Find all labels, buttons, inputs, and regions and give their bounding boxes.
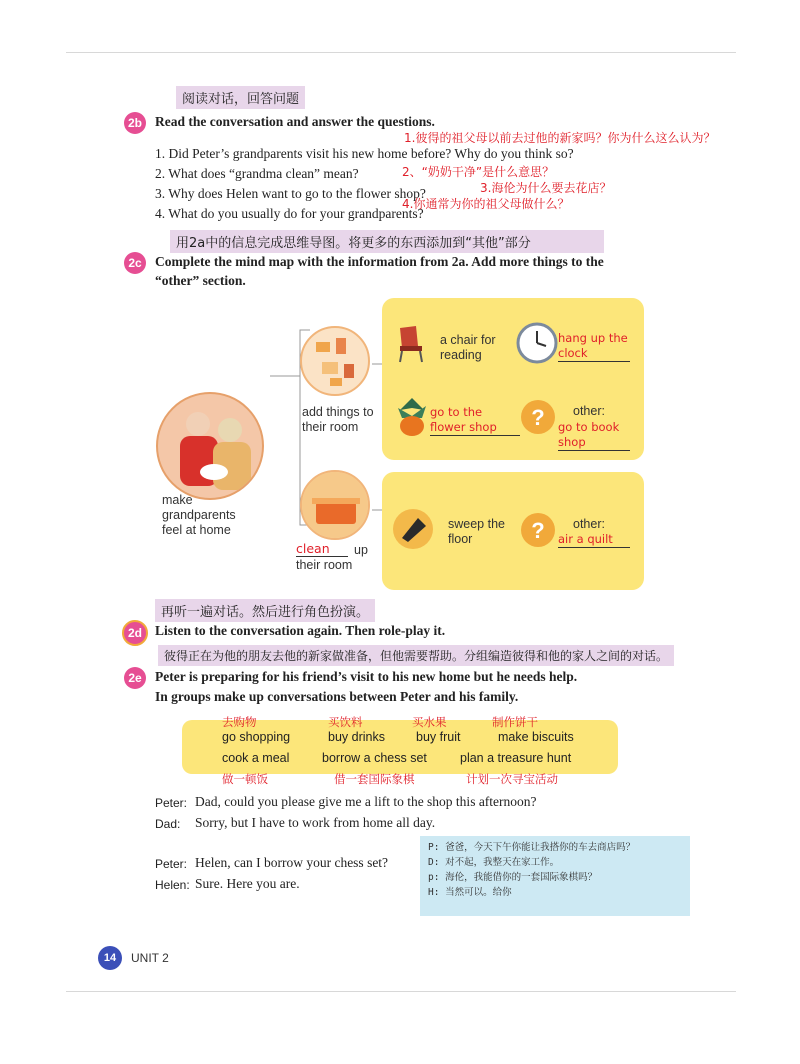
svg-text:?: ? xyxy=(531,518,545,543)
phrase-borrow-chess: borrow a chess set xyxy=(322,751,427,765)
line-helen: Sure. Here you are. xyxy=(195,876,300,891)
s2d-cn-title: 再听一遍对话。然后进行角色扮演。 xyxy=(155,599,375,622)
question-icon-2 xyxy=(520,512,556,553)
phrase-go-shopping: go shopping xyxy=(222,730,291,744)
phrase-cn-4: 制作饼干 xyxy=(492,715,538,729)
chair-icon xyxy=(392,324,426,369)
s2e-instruction-1: Peter is preparing for his friend’s visit to his new home but he needs help. xyxy=(155,669,578,684)
chair-label: a chair for reading xyxy=(440,333,496,362)
s2c-cn-title: 用2a中的信息完成思维导图。将更多的东西添加到“其他”部分 xyxy=(170,230,604,253)
translation-note xyxy=(420,836,690,916)
clock-icon xyxy=(516,322,558,369)
s2b-question-1: 1. Did Peter’s grandparents visit his new home before? Why do you think so? xyxy=(155,146,574,161)
mindmap-branch1-label: add things to their room xyxy=(302,405,374,434)
other1-label: other: xyxy=(573,404,605,418)
plant-icon xyxy=(392,394,432,443)
phrase-cn-2: 买饮料 xyxy=(328,715,363,729)
other2-answer: air a quilt xyxy=(558,532,630,548)
phrase-buy-fruit: buy fruit xyxy=(416,730,461,744)
phrase-cn-3: 买水果 xyxy=(412,715,447,729)
s2d-badge: 2d xyxy=(122,620,148,646)
clean-answer: clean xyxy=(296,541,348,557)
phrase-cn-6: 借一套国际象棋 xyxy=(334,772,415,786)
page-number-badge: 14 xyxy=(98,946,122,970)
other1-answer: go to book shop xyxy=(558,420,630,451)
phrase-make-biscuits: make biscuits xyxy=(498,730,574,744)
note-line-4: H: 当然可以。给你 xyxy=(428,887,512,898)
phrase-cook-a-meal: cook a meal xyxy=(222,751,290,765)
line-peter-1: Dad, could you please give me a lift to the shop this afternoon? xyxy=(195,794,537,809)
note-line-1: P: 爸爸，今天下午你能让我搭你的车去商店吗？ xyxy=(428,842,636,853)
line-peter-2: Helen, can I borrow your chess set? xyxy=(195,855,389,870)
s2b-question-4: 4. What do you usually do for your grandparents? xyxy=(155,206,424,221)
line-dad: Sorry, but I have to work from home all day. xyxy=(195,815,436,830)
flower-answer: go to the flower shop xyxy=(430,405,520,436)
unit-label: UNIT 2 xyxy=(131,951,169,965)
phrase-buy-drinks: buy drinks xyxy=(328,730,385,744)
s2b-annotation-3: 3.海伦为什么要去花店？ xyxy=(480,181,612,195)
s2b-annotation-4: 4.你通常为你的祖父母做什么？ xyxy=(402,197,570,211)
s2b-question-3: 3. Why does Helen want to go to the flower shop? xyxy=(155,186,426,201)
s2c-badge: 2c xyxy=(124,252,146,274)
speaker-dad: Dad: xyxy=(155,817,181,831)
clock-answer: hang up the clock xyxy=(558,331,630,362)
other2-label: other: xyxy=(573,517,605,531)
bedroom-image xyxy=(300,470,370,540)
room-items-image xyxy=(300,326,370,396)
s2c-instruction-1: Complete the mind map with the information from 2a. Add more things to the xyxy=(155,254,604,269)
sweep-label: sweep the floor xyxy=(448,517,505,546)
s2d-instruction: Listen to the conversation again. Then role-play it. xyxy=(155,623,446,638)
s2b-question-2: 2. What does “grandma clean” mean? xyxy=(155,166,359,181)
s2b-cn-title: 阅读对话，回答问题 xyxy=(176,86,305,109)
mindmap-root-label: make grandparents feel at home xyxy=(162,493,236,537)
s2e-badge: 2e xyxy=(124,667,146,689)
s2e-cn-title: 彼得正在为他的朋友去他的新家做准备，但他需要帮助。分组编造彼得和他的家人之间的对话。 xyxy=(158,645,674,666)
svg-text:?: ? xyxy=(531,405,545,430)
phrase-cn-7: 计划一次寻宝活动 xyxy=(466,772,558,786)
note-line-3: p: 海伦，我能借你的一套国际象棋吗？ xyxy=(428,872,598,883)
s2b-annotation-1: 1.彼得的祖父母以前去过他的新家吗？你为什么这么认为？ xyxy=(404,131,716,145)
s2b-badge: 2b xyxy=(124,112,146,134)
phrase-cn-5: 做一顿饭 xyxy=(222,772,268,786)
speaker-peter-2: Peter: xyxy=(155,857,188,871)
speaker-helen: Helen: xyxy=(155,878,190,892)
s2b-annotation-2: 2、“奶奶干净”是什么意思？ xyxy=(402,165,555,179)
grandparents-photo xyxy=(156,392,264,500)
question-icon xyxy=(520,399,556,440)
s2e-instruction-2: In groups make up conversations between Peter and his family. xyxy=(155,689,519,704)
s2c-instruction-2: “other” section. xyxy=(155,273,246,288)
phrase-treasure-hunt: plan a treasure hunt xyxy=(460,751,572,765)
mindmap-branch2-label: up their room xyxy=(296,543,368,572)
broom-icon xyxy=(392,508,434,555)
phrase-cn-1: 去购物 xyxy=(222,715,257,729)
note-line-2: D: 对不起，我整天在家工作。 xyxy=(428,857,560,868)
s2b-instruction: Read the conversation and answer the questions. xyxy=(155,114,435,129)
speaker-peter-1: Peter: xyxy=(155,796,188,810)
